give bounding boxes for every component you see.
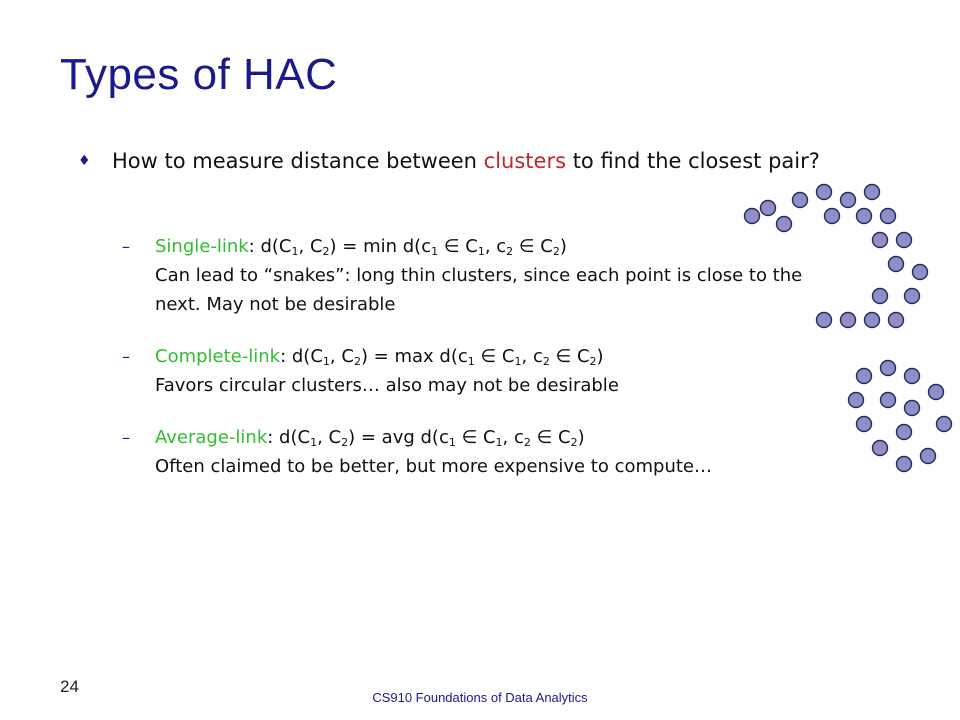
complete-link-formula: $d(C_1$, $C_2) = \max d(c_1$ ∈ $C_1$, $c_2$ ∈ $C_2$) <box>291 346 604 368</box>
page-number: 24 <box>60 677 79 696</box>
cluster-point <box>841 193 856 208</box>
cluster-point <box>905 289 920 304</box>
cluster-point <box>873 441 888 456</box>
course-footer: CS910 Foundations of Data Analytics <box>372 690 588 705</box>
cluster-point <box>937 417 952 432</box>
average-link-colon: : <box>267 427 280 448</box>
single-link-formula: $d(C_1$, $C_2) = \min d(c_1$ ∈ $C_1$, $c_2$ ∈ $C_2$) <box>260 236 567 258</box>
round-cluster <box>849 361 952 472</box>
cluster-point <box>881 209 896 224</box>
single-link-desc: Can lead to “snakes”: long thin clusters, since each point is close to the next. May not be desirable <box>155 265 803 315</box>
cluster-point <box>873 289 888 304</box>
cluster-point <box>817 185 832 200</box>
dash-bullet-icon: – <box>122 428 130 447</box>
average-link-desc: Often claimed to be better, but more expensive to compute… <box>155 456 712 477</box>
cluster-point <box>889 257 904 272</box>
average-link-name: Average-link <box>155 427 268 448</box>
snake-cluster <box>745 185 928 328</box>
dash-bullet-icon: – <box>122 347 130 366</box>
cluster-point <box>905 401 920 416</box>
diamond-bullet-icon: ♦ <box>78 153 91 169</box>
cluster-point <box>929 385 944 400</box>
cluster-point <box>777 217 792 232</box>
bullet-highlight: clusters <box>483 149 567 173</box>
cluster-point <box>841 313 856 328</box>
cluster-point <box>865 185 880 200</box>
cluster-point <box>881 361 896 376</box>
cluster-point <box>817 313 832 328</box>
cluster-point <box>897 457 912 472</box>
cluster-point <box>865 313 880 328</box>
cluster-point <box>825 209 840 224</box>
cluster-point <box>921 449 936 464</box>
single-link-colon: : <box>248 236 261 257</box>
cluster-point <box>857 209 872 224</box>
complete-link-colon: : <box>280 346 292 367</box>
complete-link-desc: Favors circular clusters… also may not be desirable <box>155 375 619 396</box>
cluster-point <box>905 369 920 384</box>
slide-title: Types of HAC <box>60 50 338 99</box>
average-link-formula: $d(C_1$, $C_2$) = avg $d(c_1$ ∈ $C_1$, $c_2$ ∈ $C_2$) <box>279 427 585 449</box>
dash-bullet-icon: – <box>122 237 130 256</box>
cluster-point <box>897 425 912 440</box>
cluster-point <box>881 393 896 408</box>
bullet-post: to find the closest pair? <box>566 149 820 173</box>
cluster-point <box>913 265 928 280</box>
cluster-point <box>873 233 888 248</box>
cluster-point <box>857 369 872 384</box>
cluster-point <box>889 313 904 328</box>
cluster-point <box>849 393 864 408</box>
bullet-pre: How to measure distance between <box>112 149 484 173</box>
single-link-name: Single-link <box>155 236 249 257</box>
complete-link-name: Complete-link <box>155 346 281 367</box>
cluster-point <box>857 417 872 432</box>
cluster-point <box>761 201 776 216</box>
cluster-point <box>745 209 760 224</box>
cluster-point <box>897 233 912 248</box>
cluster-point <box>793 193 808 208</box>
